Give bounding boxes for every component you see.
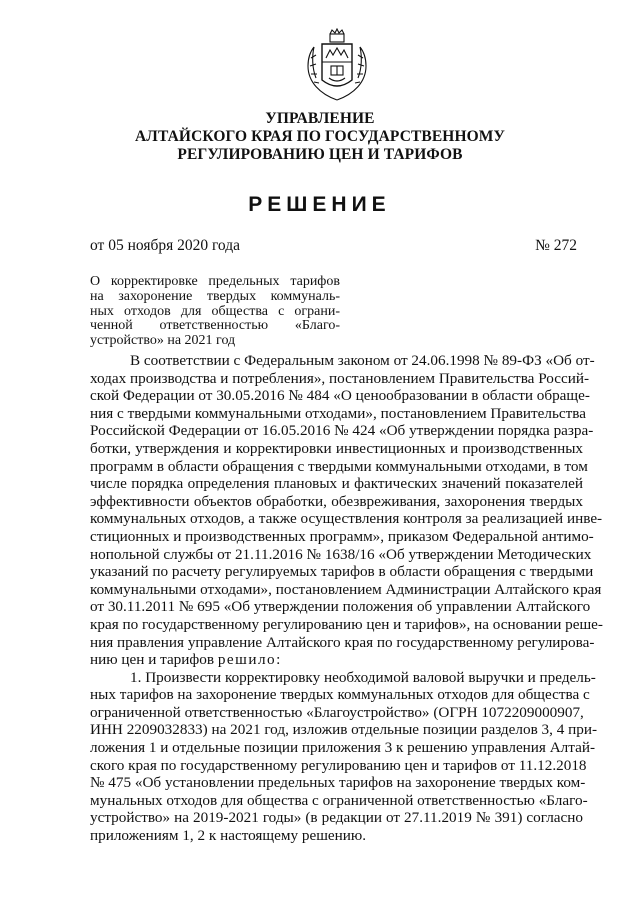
body-line: стиционных и производственных программ», приказом Федеральной антимо- bbox=[90, 527, 594, 545]
body-line: ния с твердыми коммунальными отходами», постановлением Правительства bbox=[90, 404, 586, 422]
body-line: коммунальных отходов, а также осуществления контроля за реализацией инве- bbox=[90, 510, 603, 528]
authority-line-1: УПРАВЛЕНИЕ bbox=[265, 110, 375, 127]
body-line: № 475 «Об установлении предельных тарифов на захоронение твердых ком- bbox=[90, 774, 586, 792]
body-line: программ в области обращения с твердыми коммунальными отходами, в том bbox=[90, 457, 588, 475]
subject-line: О корректировке предельных тарифов bbox=[90, 274, 340, 289]
body-line: от 30.11.2011 № 695 «Об утверждении положения об управлении Алтайского bbox=[90, 598, 591, 616]
body-line: Российской Федерации от 16.05.2016 № 424 «Об утверждении порядка разра- bbox=[90, 422, 594, 440]
body-line-text: нию цен и тарифов bbox=[90, 651, 215, 669]
body-line: ных тарифов на захоронение твердых коммунальных отходов для общества с bbox=[90, 686, 590, 704]
body-line: устройство» на 2019-2021 годы» (в редакции от 27.11.2019 № 391) согласно bbox=[90, 809, 583, 827]
preamble-paragraph bbox=[90, 352, 603, 669]
document-subject bbox=[90, 275, 340, 349]
issuing-authority bbox=[120, 110, 520, 164]
subject-line: ченной ответственностью «Благо- bbox=[90, 318, 340, 334]
document-title: РЕШЕНИЕ bbox=[248, 193, 391, 216]
document-number: № 272 bbox=[535, 237, 577, 254]
body-line: ходах производства и потребления», постановлением Правительства Россий- bbox=[90, 369, 590, 387]
coat-of-arms-icon bbox=[302, 28, 372, 102]
subject-line: на захоронение твердых коммуналь- bbox=[90, 288, 340, 304]
document-body bbox=[90, 352, 603, 845]
body-line: нопольной службы от 21.11.2016 № 1638/16 «Об утверждении Методических bbox=[90, 545, 592, 563]
subject-line: устройство» на 2021 год bbox=[90, 333, 236, 349]
body-line: приложениям 1, 2 к настоящему решению. bbox=[90, 827, 367, 845]
body-line: мунальных отходов для общества с ограниченной ответственностью «Благо- bbox=[90, 791, 588, 809]
document-date: от 05 ноября 2020 года bbox=[90, 237, 241, 254]
body-line: ИНН 2209032833) на 2021 год, изложив отдельные позиции разделов 3, 4 при- bbox=[90, 721, 598, 739]
body-line: ского края по государственному регулированию цен и тарифов от 11.12.2018 bbox=[90, 756, 587, 774]
body-line: В соответствии с Федеральным законом от 24.06.1998 № 89-ФЗ «Об от- bbox=[130, 352, 595, 369]
body-line: ботки, утверждения и корректировки инвестиционных и производственных bbox=[90, 439, 583, 457]
subject-line: ных отходов для общества с ограни- bbox=[90, 303, 340, 319]
decision-item-1 bbox=[90, 668, 598, 845]
authority-line-2: АЛТАЙСКОГО КРАЯ ПО ГОСУДАРСТВЕННОМУ bbox=[135, 128, 505, 145]
body-line: края по государственному регулированию цен и тарифов», на основании реше- bbox=[90, 615, 603, 633]
body-line: ской Федерации от 30.05.2016 № 484 «О ценообразовании в области обраще- bbox=[90, 387, 590, 405]
body-line: ложения 1 и отдельные позиции приложения 3 к решению управления Алтай- bbox=[90, 739, 596, 757]
body-line: числе порядка определения плановых и фактических значений показателей bbox=[90, 475, 583, 493]
body-line: эффективности объектов обработки, обезвреживания, захоронения твердых bbox=[90, 492, 583, 510]
body-line: коммунальными отходами», постановлением Администрации Алтайского края bbox=[90, 580, 602, 598]
body-line: 1. Произвести корректировку необходимой валовой выручки и предель- bbox=[130, 668, 596, 686]
decided-keyword: решило: bbox=[217, 651, 282, 669]
body-line: ния правления управление Алтайского края по государственному регулирова- bbox=[90, 633, 595, 651]
body-line bbox=[90, 651, 583, 669]
authority-line-3: РЕГУЛИРОВАНИЮ ЦЕН И ТАРИФОВ bbox=[177, 146, 463, 163]
body-line: ограниченной ответственностью «Благоустройство» (ОГРН 1072209000907, bbox=[90, 703, 584, 721]
body-line: указаний по расчету регулируемых тарифов в области обращения с твердыми bbox=[90, 563, 594, 581]
